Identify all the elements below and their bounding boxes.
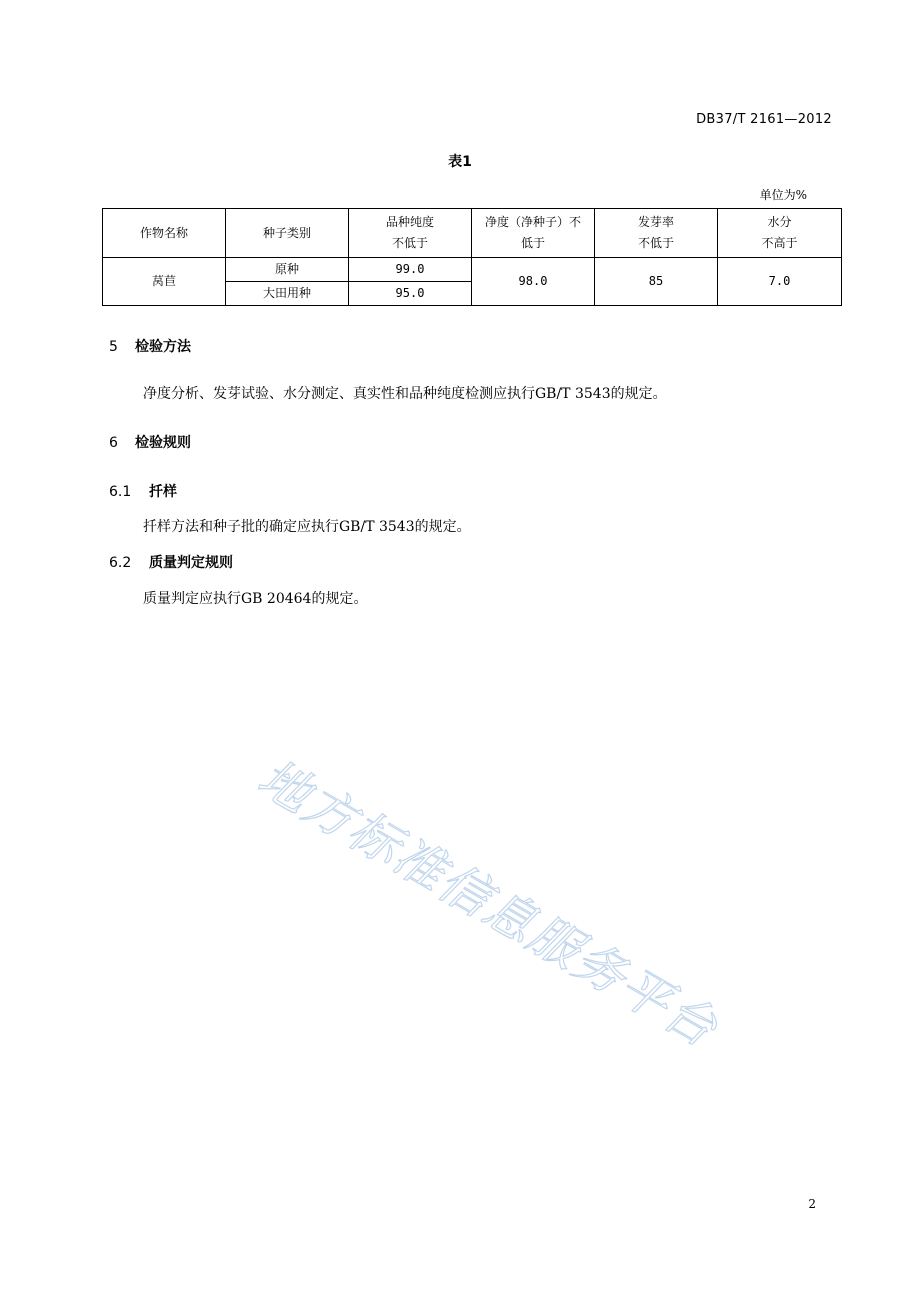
header-moisture: 水分 不高于: [718, 209, 842, 258]
section-5-text: 净度分析、发芽试验、水分测定、真实性和品种纯度检测应执行GB/T 3543的规定。: [143, 386, 667, 402]
section-6-1-text: 扦样方法和种子批的确定应执行GB/T 3543的规定。: [143, 519, 471, 535]
table-header-row: [103, 209, 842, 258]
cell-cleanliness: 98.0: [472, 258, 595, 306]
standard-code: DB37/T 2161—2012: [696, 112, 832, 127]
table-caption: 表1: [448, 154, 472, 170]
watermark: 地方标准信息服务平台: [248, 748, 728, 1059]
page-number: 2: [808, 1197, 816, 1211]
seed-quality-table: [102, 208, 842, 306]
section-6-1-heading: 6.1 扦样: [109, 484, 177, 500]
table-row: [103, 258, 842, 282]
cell-moisture: 7.0: [718, 258, 842, 306]
header-germination: 发芽率 不低于: [595, 209, 718, 258]
cell-purity-original: 99.0: [349, 258, 472, 282]
header-cleanliness: 净度（净种子）不 低于: [472, 209, 595, 258]
section-6-2-text: 质量判定应执行GB 20464的规定。: [143, 591, 368, 607]
section-6-2-heading: 6.2 质量判定规则: [109, 555, 233, 571]
section-6-heading: 6 检验规则: [109, 435, 191, 451]
cell-category-field: 大田用种: [226, 282, 349, 306]
cell-category-original: 原种: [226, 258, 349, 282]
table-unit-note: 单位为%: [759, 188, 807, 202]
cell-crop: 莴苣: [103, 258, 226, 306]
header-variety-purity: 品种纯度 不低于: [349, 209, 472, 258]
cell-germination: 85: [595, 258, 718, 306]
header-seed-category: 种子类别: [226, 209, 349, 258]
header-crop-name: 作物名称: [103, 209, 226, 258]
cell-purity-field: 95.0: [349, 282, 472, 306]
section-5-heading: 5 检验方法: [109, 339, 191, 355]
